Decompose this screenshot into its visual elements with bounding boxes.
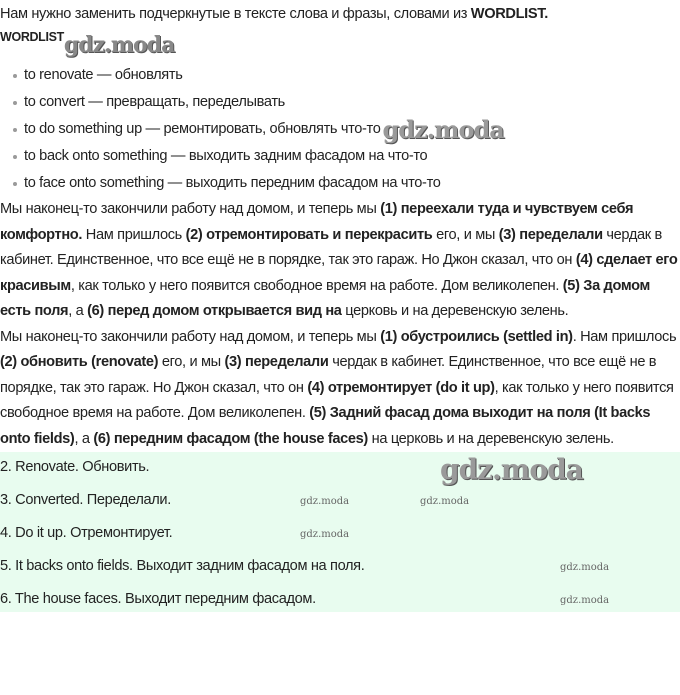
text-segment: , а [74, 430, 94, 447]
watermark-logo: gdz.moda [420, 496, 470, 507]
instruction-body: Нам нужно заменить подчеркнутые в тексте слова и фразы, словами из [0, 6, 471, 22]
highlighted-phrase: (3) переделали [224, 354, 329, 370]
watermark-logo: gdz.moda [382, 115, 504, 144]
watermark-logo: gdz.moda [440, 453, 583, 486]
wordlist-item [0, 116, 680, 143]
text-segment: Нам пришлось [82, 226, 186, 243]
text-segment: на церковь и на деревенскую зелень. [367, 430, 614, 447]
wordlist-item-text: to renovate — обновлять [24, 67, 183, 83]
answer-item: 3. Converted. Переделали. [0, 492, 171, 508]
wordlist-heading: WORDLIST [0, 30, 64, 44]
instruction-bold: WORDLIST. [470, 6, 548, 22]
answer-item: 4. Do it up. Отремонтирует. [0, 525, 173, 541]
text-segment: его, и мы [158, 354, 225, 370]
highlighted-phrase: (1) обустроились (settled in) [380, 328, 573, 345]
highlighted-phrase: (2) отремонтировать и перекрасить [185, 226, 433, 243]
text-segment: , а [68, 303, 88, 319]
watermark-logo: gdz.moda [300, 496, 350, 507]
wordlist-item-text: to convert — превращать, переделывать [24, 94, 285, 110]
text-segment: его, и мы [432, 226, 499, 243]
wordlist-item-text: to face onto something — выходить передним фасадом на что-то [24, 175, 441, 191]
highlighted-phrase: (4) отремонтирует (do it up) [307, 379, 495, 396]
highlighted-phrase: (5) Задний фасад дома выходит на поля (It backs onto fields) [0, 405, 651, 447]
original-paragraph [0, 197, 680, 325]
answer-item: 5. It backs onto fields. Выходит задним фасадом на поля. [0, 558, 365, 574]
rewritten-paragraph [0, 325, 680, 453]
watermark-logo: gdz.moda [560, 595, 610, 606]
wordlist-item [0, 143, 680, 170]
text-segment: Мы наконец-то закончили работу над домом, и теперь мы [0, 328, 381, 345]
watermark-logo: gdz.moda [560, 562, 610, 573]
text-segment: , как только у него появится свободное время на работе. Дом великолепен. [0, 379, 674, 421]
text-segment: , как только у него появится свободное время на работе. Дом великолепен. [70, 277, 563, 294]
wordlist-item [0, 170, 680, 197]
answer-item: 6. The house faces. Выходит передним фасадом. [0, 591, 316, 607]
highlighted-phrase: (5) За домом есть поля [0, 277, 650, 319]
highlighted-phrase: (2) обновить (renovate) [0, 354, 159, 370]
highlighted-phrase: (4) сделает его красивым [0, 252, 678, 294]
wordlist-item-text: to do something up — ремонтировать, обновлять что-то [24, 121, 381, 137]
wordlist-heading-row [0, 26, 680, 62]
watermark-logo: gdz.moda [63, 32, 175, 58]
highlighted-phrase: (6) перед домом открывается вид на [87, 303, 342, 319]
highlighted-phrase: (3) переделали [498, 226, 603, 243]
text-segment: церковь и на деревенскую зелень. [341, 303, 569, 319]
wordlist [0, 62, 680, 197]
highlighted-phrase: (6) передним фасадом (the house faces) [93, 430, 368, 447]
text-segment: Мы наконец-то закончили работу над домом, и теперь мы [0, 201, 381, 217]
watermark-logo: gdz.moda [300, 529, 350, 540]
answers-box [0, 452, 680, 612]
wordlist-item [0, 62, 680, 89]
text-segment: . Нам пришлось [572, 328, 677, 345]
wordlist-item-text: to back onto something — выходить задним фасадом на что-то [24, 148, 428, 164]
highlighted-phrase: (1) переехали туда и чувствуем себя комфортно. [0, 201, 634, 243]
text-segment: чердак в кабинет. Единственное, что все ещё не в порядке, так это гараж. Но Джон сказал, что он [0, 226, 662, 268]
wordlist-item [0, 89, 680, 116]
instruction-text [0, 0, 680, 26]
text-segment: чердак в кабинет. Единственное, что все ещё не в порядке, так это гараж. Но Джон сказал, что он [0, 354, 657, 396]
answer-item: 2. Renovate. Обновить. [0, 459, 150, 475]
